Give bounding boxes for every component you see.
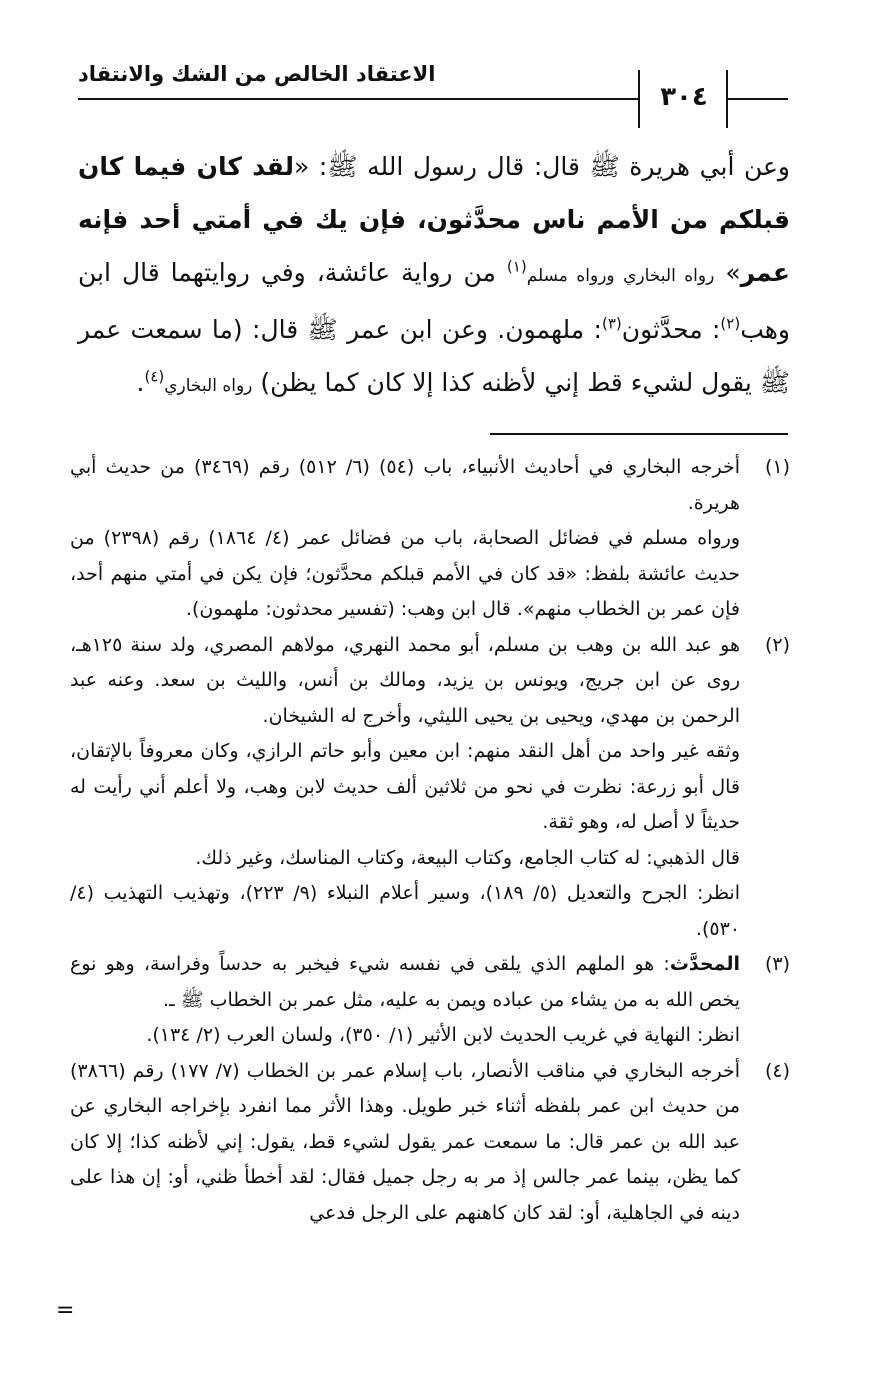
muhaddathun-text: : محدَّثون	[621, 315, 721, 344]
page-number: ٣٠٤	[660, 82, 708, 112]
footnote-lead-term: المحدَّث	[669, 953, 740, 975]
footnote-2	[70, 628, 790, 948]
footnote-number: (٤)	[764, 1059, 790, 1082]
continuation-mark: =	[56, 1298, 75, 1323]
footnote-ref-4[interactable]: (٤)	[144, 367, 165, 386]
footnote-ref-2[interactable]: (٢)	[720, 314, 741, 333]
footnote-number: (٢)	[764, 633, 790, 656]
footnote-ref-3[interactable]: (٣)	[601, 314, 622, 333]
footnote-paragraph	[70, 628, 740, 735]
from-aisha-text: من رواية عائشة، وفي روايتهما قال ابن وهب	[78, 258, 790, 344]
rawah-note: رواه البخاري ورواه مسلم	[526, 266, 715, 286]
footnote-paragraph	[70, 734, 740, 841]
footnote-paragraph	[70, 1054, 740, 1232]
footnote-paragraph	[70, 841, 740, 877]
footnote-text: قال الذهبي: له كتاب الجامع، وكتاب البيعة، وكتاب المناسك، وغير ذلك.	[195, 846, 740, 869]
footnote-text: وثقه غير واحد من أهل النقد منهم: ابن معين وأبو حاتم الرازي، وكان معروفاً بالإتقان، قال أبو زرعة: نظرت في نحو من ثلاثين ألف حديث لابن وهب، ولا أعلم أني رأيت له حديثاً لا أصل له، وهو ثقة.	[70, 740, 740, 833]
main-text	[78, 140, 790, 413]
header-rule-right	[728, 98, 788, 100]
footnote-number: (٣)	[764, 953, 790, 975]
close-quote: »	[714, 258, 741, 287]
footnotes	[70, 450, 790, 1231]
intro-text: وعن أبي هريرة ﷺ قال: قال رسول الله ﷺ: «	[294, 152, 790, 181]
second-part-text: : ملهمون. وعن ابن عمر ﷺ قال: (ما سمعت عمر ﷺ يقول لشيء قط إني لأظنه كذا إلا كان كما يظن)	[78, 315, 790, 397]
rawah-note-2: رواه البخاري	[164, 376, 253, 396]
footnote-text: انظر: النهاية في غريب الحديث لابن الأثير (١/ ٣٥٠)، ولسان العرب (٢/ ١٣٤).	[146, 1024, 740, 1046]
footnote-3	[70, 947, 790, 1054]
footnote-1	[70, 450, 790, 628]
footnote-paragraph	[70, 521, 740, 628]
footnote-text: هو عبد الله بن وهب بن مسلم، أبو محمد النهري، مولاهم المصري، ولد سنة ١٢٥هـ، روى عن ابن جريج، ويونس بن يزيد، ومالك بن أنس، والليث بن سعد. وعنه عبد الرحمن بن مهدي، ويحيى بن يحيى الليثي، وأخرج له الشيخان.	[70, 633, 740, 727]
header-divider-left	[638, 70, 640, 128]
footnote-text: أخرجه البخاري في أحاديث الأنبياء، باب (٥٤) (٦/ ٥١٢) رقم (٣٤٦٩) من حديث أبي هريرة.	[70, 456, 740, 514]
header-divider-right	[726, 70, 728, 128]
running-title: الاعتقاد الخالص من الشك والانتقاد	[78, 62, 436, 86]
header-rule	[78, 98, 638, 100]
footnote-text: أخرجه البخاري في مناقب الأنصار، باب إسلام عمر بن الخطاب (٧/ ١٧٧) رقم (٣٨٦٦) من حديث ابن عمر بلفظه أثناء خبر طويل. وهذا الأثر مما انفرد بإخراجه البخاري عن عبد الله بن عمر قال: ما سمعت عمر يقول لشيء قط، يقول: إني لأظنه كذا؛ إلا كان كما يظن، بينما عمر جالس إذ مر به رجل جميل فقال: لقد أخطأ ظني، أو: إن هذا على دينه في الجاهلية، أو: لقد كان كاهنهم على الرجل فدعي	[70, 1059, 740, 1224]
footnote-paragraph	[70, 876, 740, 947]
hadith-text: لقد كان فيما كان قبلكم من الأمم ناس محدَّثون، فإن يك في أمتي أحد فإنه عمر	[78, 152, 791, 287]
footnote-separator	[490, 433, 788, 435]
footnote-text: انظر: الجرح والتعديل (٥/ ١٨٩)، وسير أعلام النبلاء (٩/ ٢٢٣)، وتهذيب التهذيب (٤/ ٥٣٠).	[70, 882, 740, 940]
end-mark: .	[136, 368, 145, 397]
main-paragraph	[78, 140, 790, 413]
footnote-4	[70, 1054, 790, 1232]
footnote-paragraph	[70, 450, 740, 521]
footnote-paragraph	[70, 1018, 740, 1054]
footnote-number: (١)	[764, 456, 790, 478]
footnote-text: ورواه مسلم في فضائل الصحابة، باب من فضائل عمر (٤/ ١٨٦٤) رقم (٢٣٩٨) من حديث عائشة بلفظ: «قد كان في الأمم قبلكم محدَّثون؛ فإن يكن في أمتي منهم أحد، فإن عمر بن الخطاب منهم». قال ابن وهب: (تفسير محدثون: ملهمون).	[70, 527, 740, 620]
footnote-paragraph	[70, 947, 740, 1018]
footnote-ref-1[interactable]: (١)	[506, 257, 527, 276]
footnote-text: : هو الملهم الذي يلقى في نفسه شيء فيخبر به حدساً وفراسة، وهو نوع يخص الله به من يشاء من عباده ويمن به عليه، مثل عمر بن الخطاب ﷺ ـ.	[70, 953, 740, 1011]
